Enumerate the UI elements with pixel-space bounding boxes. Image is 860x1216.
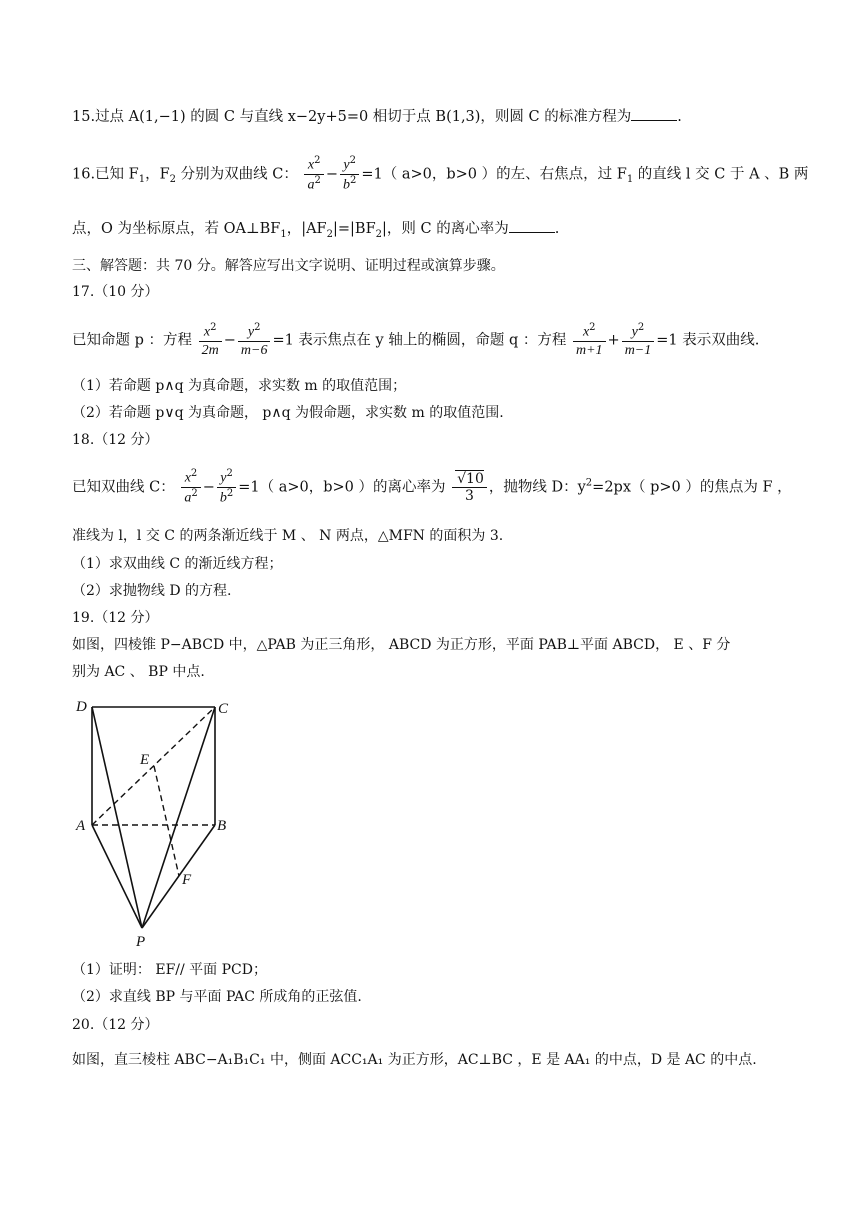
- fraction-sqrt10-3: $\frac{√10}{3}$: [452, 471, 487, 504]
- question-15: 15.过点 A(1,−1) 的圆 C 与直线 x−2y+5=0 相切于点 B(1,3)，则圆 C 的标准方程为 .: [72, 109, 682, 125]
- label-E: E: [140, 752, 150, 768]
- label-D: D: [76, 699, 87, 715]
- question-16-line2: 点，O 为坐标原点，若 $OA\perp BF_1$，$|AF_2|=|BF_2|$，则 C 的离心率为 .: [72, 221, 560, 240]
- q18-part1: （1）求双曲线 C 的渐近线方程；: [72, 556, 283, 572]
- q18-stem: 已知双曲线 C： $\frac{x^2}{a^2}$ − $\frac{y^2}{b^2}$ =1（ a>0，b>0 ）的离心率为 $\frac{√10}{3}$ ，抛物线 D：$y^2=2px$（ p>0 ）的焦点为 F ，: [72, 468, 792, 506]
- label-B: B: [217, 818, 227, 834]
- q15-answer-blank[interactable]: [631, 108, 677, 121]
- fraction-x2-a2: $\frac{x^2}{a^2}$: [304, 155, 323, 194]
- label-C: C: [218, 701, 229, 717]
- label-A: A: [76, 818, 86, 834]
- label-F: F: [182, 872, 192, 888]
- q15-body: 过点 A(1,−1) 的圆 C 与直线 x−2y+5=0 相切于点 B(1,3)，则圆 C 的标准方程为: [95, 109, 632, 125]
- q20-header: 20.（12 分）: [72, 1017, 159, 1033]
- label-P: P: [136, 934, 146, 950]
- q17-header: 17.（10 分）: [72, 284, 159, 300]
- q15-text: 15.: [72, 109, 96, 125]
- q16-answer-blank[interactable]: [509, 220, 555, 233]
- q20-stem1: 如图，直三棱柱 ABC−A₁B₁C₁ 中，侧面 ACC₁A₁ 为正方形，AC⊥BC ，E 是 AA₁ 的中点，D 是 AC 的中点.: [72, 1052, 757, 1068]
- q18-stem2: 准线为 l，l 交 C 的两条渐近线于 M 、 N 两点，△MFN 的面积为 3.: [72, 528, 504, 544]
- question-16-line1: 16.已知 $F_1$，$F_2$ 分别为双曲线 C： $\frac{x^2}{a^2}$ − $\frac{y^2}{b^2}$ =1（ a>0，b>0 ）的左、右焦点，过 $F_1$ 的直线 l 交 C 于 A 、B 两: [72, 155, 809, 193]
- section-3-heading: 三、解答题：共 70 分。解答应写出文字说明、证明过程或演算步骤。: [72, 258, 505, 274]
- q19-stem2: 别为 AC 、 BP 中点.: [72, 664, 205, 680]
- q18-header: 18.（12 分）: [72, 432, 159, 448]
- pyramid-figure: [70, 692, 250, 952]
- q17-part1: （1）若命题 p∧q 为真命题，求实数 m 的取值范围；: [72, 378, 407, 394]
- q19-part2: （2）求直线 BP 与平面 PAC 所成角的正弦值.: [72, 989, 362, 1005]
- q19-header: 19.（12 分）: [72, 610, 159, 626]
- q19-part1: （1）证明： EF// 平面 PCD；: [72, 962, 267, 978]
- q17-stem: 已知命题 p ：方程 $\frac{x^2}{2m}$ − $\frac{y^2}{m-6}$ =1 表示焦点在 y 轴上的椭圆，命题 q ：方程 $\frac{x^2}{m+1}$ + $\frac{y^2}{m-1}$ =1 表示双曲线.: [72, 322, 760, 358]
- fraction-y2-b2: $\frac{y^2}{b^2}$: [340, 155, 359, 194]
- q19-stem1: 如图，四棱锥 P−ABCD 中，△PAB 为正三角形， ABCD 为正方形，平面 PAB⊥平面 ABCD， E 、F 分: [72, 637, 731, 653]
- q18-part2: （2）求抛物线 D 的方程.: [72, 583, 232, 599]
- q17-part2: （2）若命题 p∨q 为真命题， p∧q 为假命题，求实数 m 的取值范围.: [72, 405, 504, 421]
